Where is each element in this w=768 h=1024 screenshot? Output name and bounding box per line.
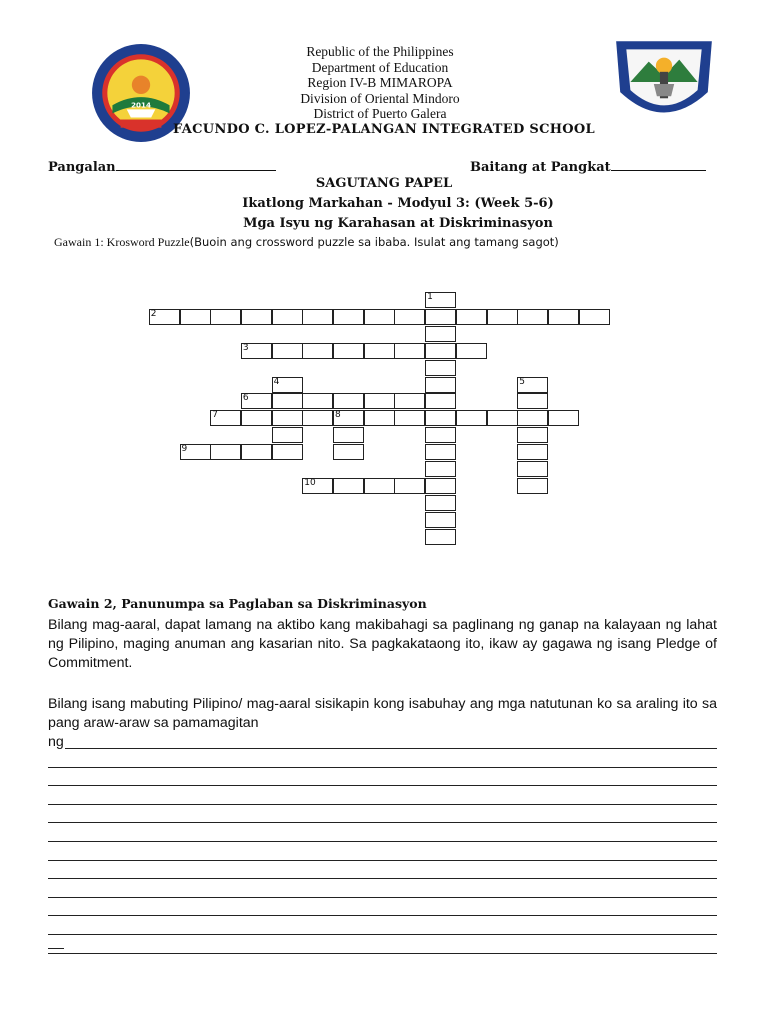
crossword-cell[interactable] [394, 393, 425, 409]
crossword-cell[interactable] [425, 512, 456, 528]
name-field[interactable] [48, 158, 276, 175]
crossword-cell[interactable] [425, 478, 456, 494]
clue-number: 7 [212, 410, 218, 421]
crossword-cell[interactable] [302, 343, 333, 359]
crossword-cell[interactable] [548, 410, 579, 426]
answer-line[interactable] [48, 841, 717, 842]
clue-number: 9 [181, 444, 188, 455]
answer-line[interactable] [48, 748, 717, 749]
crossword-cell[interactable] [180, 309, 211, 325]
crossword-cell[interactable] [425, 410, 456, 426]
activity-1-instruction [54, 235, 559, 250]
answer-line[interactable] [48, 822, 717, 823]
crossword-cell[interactable] [394, 309, 425, 325]
crossword-cell[interactable] [210, 444, 241, 460]
answer-line[interactable] [48, 915, 717, 916]
crossword-cell[interactable] [364, 478, 395, 494]
activity-1-label: Gawain 1: Krosword Puzzle [54, 235, 190, 249]
crossword-cell[interactable] [272, 309, 303, 325]
crossword-cell[interactable] [272, 444, 303, 460]
quarter-module-title: Ikatlong Markahan - Modyul 3: (Week 5-6) [242, 196, 554, 211]
clue-number: 6 [242, 393, 249, 404]
crossword-cell[interactable] [425, 377, 456, 393]
crossword-cell[interactable] [517, 427, 548, 443]
answer-sheet-title: SAGUTANG PAPEL [315, 176, 453, 191]
answer-line[interactable] [48, 934, 717, 935]
grade-blank[interactable] [611, 158, 706, 171]
crossword-cell[interactable] [548, 309, 579, 325]
school-crest-logo [608, 30, 720, 134]
crossword-cell[interactable] [241, 393, 272, 409]
crossword-cell[interactable] [333, 309, 364, 325]
crossword-cell[interactable] [333, 478, 364, 494]
crossword-cell[interactable] [333, 393, 364, 409]
crossword-cell[interactable] [517, 478, 548, 494]
name-label: Pangalan [48, 160, 116, 175]
crossword-cell[interactable] [394, 343, 425, 359]
header-line: Division of Oriental Mindoro [300, 90, 460, 106]
crossword-cell[interactable] [180, 444, 211, 460]
clue-number: 1 [427, 292, 433, 302]
crossword-cell[interactable] [517, 309, 548, 325]
crossword-cell[interactable] [241, 343, 272, 359]
school-name: FACUNDO C. LOPEZ-PALANGAN INTEGRATED SCHOOL [173, 122, 595, 137]
crossword-cell[interactable] [517, 410, 548, 426]
clue-number: 5 [519, 376, 525, 387]
crossword-cell[interactable] [517, 377, 548, 393]
answer-line[interactable] [48, 897, 717, 898]
pledge-answer-line-end[interactable] [48, 948, 64, 949]
document-header [180, 44, 580, 122]
pledge-ng-word: ng [48, 734, 64, 750]
crossword-cell[interactable] [333, 427, 364, 443]
crossword-cell[interactable] [517, 444, 548, 460]
crossword-cell[interactable] [425, 461, 456, 477]
crossword-cell[interactable] [333, 343, 364, 359]
header-line: Department of Education [311, 59, 449, 75]
crossword-cell[interactable] [425, 309, 456, 325]
crossword-cell[interactable] [425, 529, 456, 545]
name-blank[interactable] [116, 158, 276, 171]
crossword-cell[interactable] [517, 461, 548, 477]
crossword-cell[interactable] [517, 393, 548, 409]
crossword-cell[interactable] [272, 377, 303, 393]
crossword-cell[interactable] [302, 478, 333, 494]
crossword-cell[interactable] [364, 410, 395, 426]
crossword-cell[interactable] [302, 393, 333, 409]
answer-line[interactable] [48, 860, 717, 861]
clue-number: 4 [273, 376, 280, 387]
activity-1-desc: (Buoin ang crossword puzzle sa ibaba. Isulat ang tamang sagot) [189, 235, 559, 249]
crossword-cell[interactable] [241, 444, 272, 460]
crossword-cell[interactable] [425, 393, 456, 409]
answer-line[interactable] [48, 804, 717, 805]
pledge-paragraph: Bilang isang mabuting Pilipino/ mag-aaral sisikapin kong isabuhay ang mga natutunan ko sa araling ito sa pang araw-araw sa pamamagitan [48, 696, 717, 731]
grade-label: Baitang at Pangkat [470, 160, 611, 175]
crossword-cell[interactable] [364, 309, 395, 325]
header-line: District of Puerto Galera [313, 106, 447, 121]
crossword-cell[interactable] [272, 343, 303, 359]
grade-section-field[interactable] [470, 158, 706, 175]
clue-number: 8 [335, 410, 341, 421]
crossword-cell[interactable] [425, 360, 456, 376]
answer-line[interactable] [48, 767, 717, 768]
crossword-cell[interactable] [272, 410, 303, 426]
crossword-cell[interactable] [364, 343, 395, 359]
crossword-cell[interactable] [272, 393, 303, 409]
crossword-cell[interactable] [302, 309, 333, 325]
clue-number: 2 [150, 308, 157, 319]
crossword-cell[interactable] [425, 343, 456, 359]
crossword-cell[interactable] [333, 444, 364, 460]
activity-2-paragraph: Bilang mag-aaral, dapat lamang na aktibo kang makibahagi sa paglinang ng ganap na kalayaan ng lahat ng Pilipino, maging anuman ang kasarian nito. Sa pagkakataong ito, ikaw ay gagawa ng isang Pledge of Commitment. [48, 617, 717, 671]
crossword-cell[interactable] [272, 427, 303, 443]
crossword-cell[interactable] [425, 427, 456, 443]
activity-2-title: Gawain 2, Panunumpa sa Paglaban sa Diskriminasyon [48, 596, 427, 611]
answer-line[interactable] [48, 953, 717, 954]
crossword-cell[interactable] [333, 410, 364, 426]
crossword-cell[interactable] [394, 478, 425, 494]
crossword-cell[interactable] [425, 326, 456, 342]
crossword-cell[interactable] [210, 410, 241, 426]
clue-number: 10 [304, 477, 316, 488]
logo-year-text: 2014 [131, 100, 151, 110]
crossword-cell[interactable] [302, 410, 333, 426]
crossword-cell[interactable] [456, 343, 487, 359]
header-line: Region IV-B MIMAROPA [307, 75, 453, 90]
crossword-cell[interactable] [456, 410, 487, 426]
header-line: Republic of the Philippines [306, 44, 454, 59]
crossword-cell[interactable] [579, 309, 610, 325]
clue-number: 3 [242, 342, 249, 353]
crossword-cell[interactable] [425, 495, 456, 511]
crossword-cell[interactable] [425, 444, 456, 460]
crossword-cell[interactable] [364, 393, 395, 409]
crossword-cell[interactable] [149, 309, 180, 325]
answer-line[interactable] [48, 878, 717, 879]
topic-title: Mga Isyu ng Karahasan at Diskriminasyon [243, 216, 553, 231]
crossword-cell[interactable] [241, 410, 272, 426]
crossword-cell[interactable] [487, 309, 518, 325]
crossword-cell[interactable] [425, 292, 456, 308]
crossword-cell[interactable] [456, 309, 487, 325]
crossword-cell[interactable] [210, 309, 241, 325]
crossword-cell[interactable] [394, 410, 425, 426]
crossword-cell[interactable] [487, 410, 518, 426]
answer-line[interactable] [48, 785, 717, 786]
crossword-cell[interactable] [241, 309, 272, 325]
